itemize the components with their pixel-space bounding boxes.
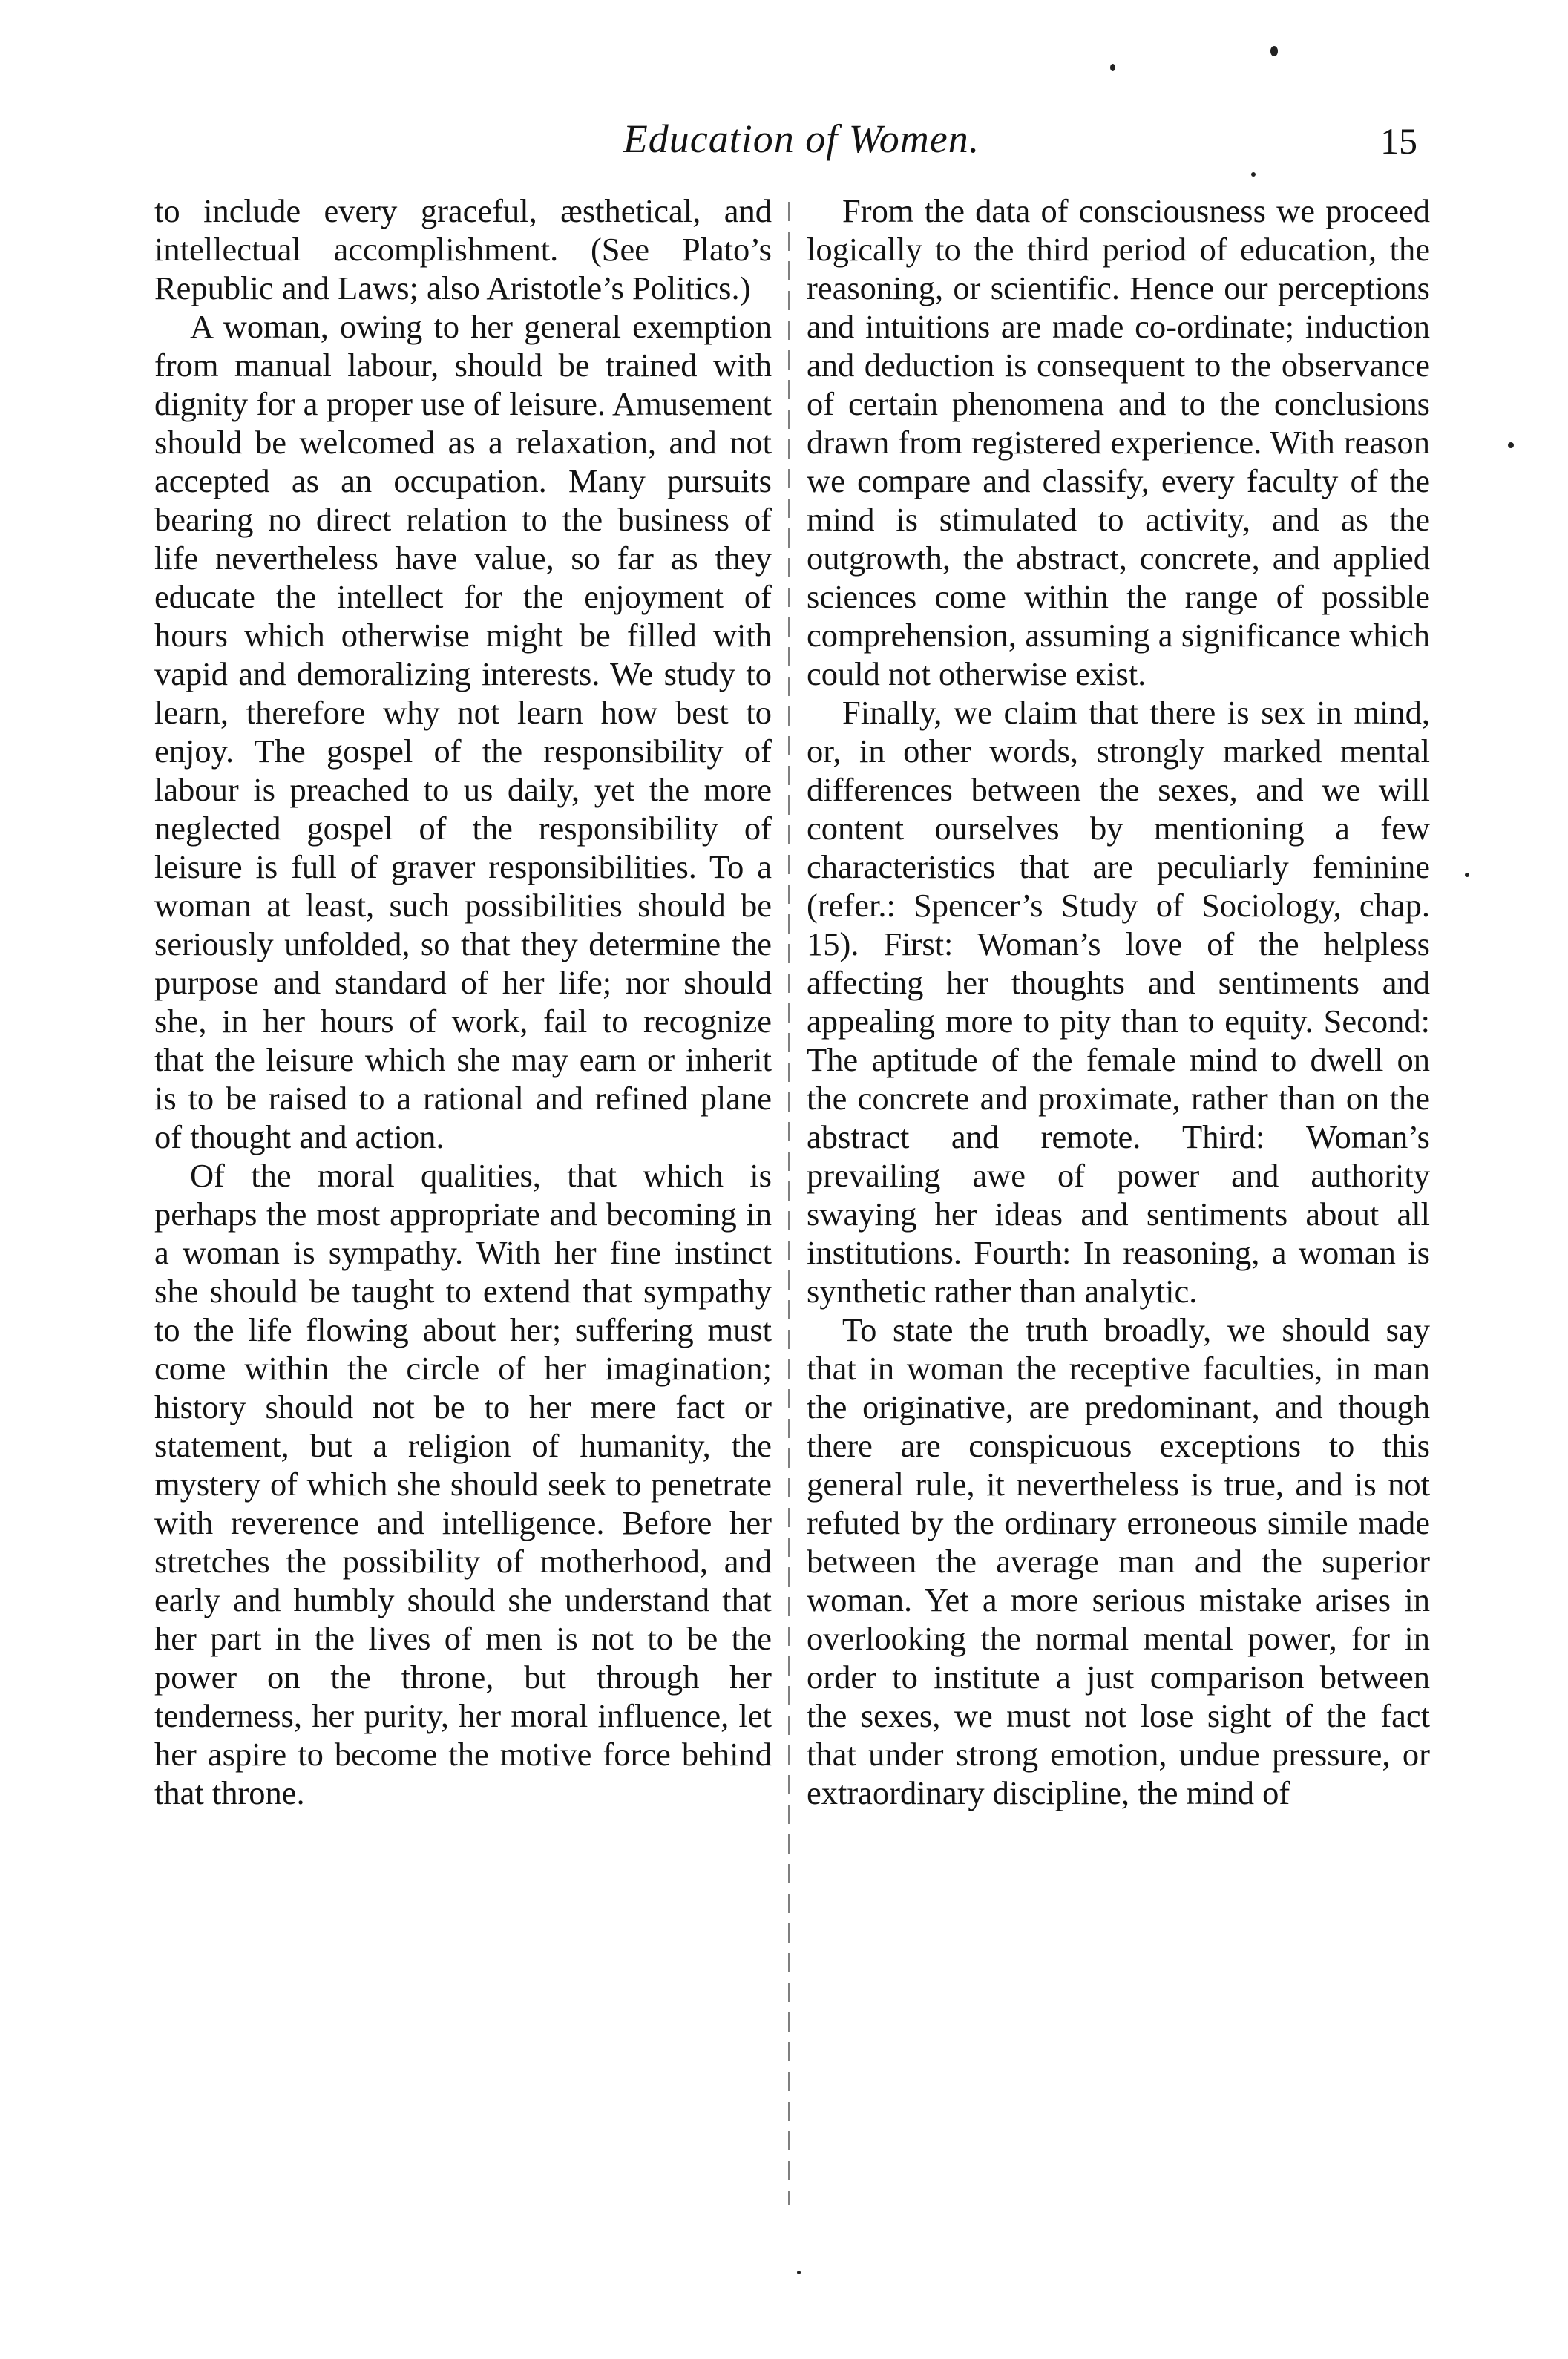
paragraph: Of the moral qualities, that which is perhaps the most appropriate and becoming in a woman is sympathy. With her fine instinct she should be taught to extend that sympathy to the life flowing about her; suffering must come within the circle of her imagination; history should not be to her mere fact or statement, but a religion of humanity, the mystery of which she should seek to penetrate with reverence and intelligence. Before her stretches the possibility of motherhood, and early and humbly should she understand that her part in the lives of men is not to be the power on the throne, but through her tenderness, her purity, her moral influence, let her aspire to become the motive force behind that throne.	[154, 1157, 772, 1811]
ink-speck	[797, 2271, 801, 2274]
ink-speck	[1508, 442, 1514, 448]
running-head	[0, 113, 1568, 165]
ink-speck	[1110, 64, 1115, 71]
paragraph: to include every graceful, æsthetical, and intellectual accomplishment. (See Plato’s Republic and Laws; also Aristotle’s Politics.)	[154, 192, 772, 306]
ink-speck	[1251, 172, 1256, 177]
paragraph: Finally, we claim that there is sex in mind, or, in other words, strongly marked mental differences between the sexes, and we will content ourselves by mentioning a few characteristics that are peculiarly feminine (refer.: Spencer’s Study of Sociology, chap. 15). First: Woman’s love of the helpless affecting her thoughts and sentiments and appealing more to pity than to equity. Second: The aptitude of the female mind to dwell on the concrete and proximate, rather than on the abstract and remote. Third: Woman’s prevailing awe of power and authority swaying her ideas and sentiments about all institutions. Fourth: In reasoning, a woman is synthetic rather than analytic.	[807, 694, 1430, 1310]
page-number: 15	[1380, 120, 1417, 162]
column-divider	[788, 202, 790, 2205]
paragraph: From the data of consciousness we proceed logically to the third period of education, the reasoning, or scientific. Hence our perceptions and intuitions are made co-ordinate; induction and deduction is consequent to the observance of certain phenomena and to the conclusions drawn from registered experience. With reason we compare and classify, every faculty of the mind is stimulated to activity, and as the outgrowth, the abstract, concrete, and applied sciences come within the range of possible comprehension, assuming a significance which could not otherwise exist.	[807, 192, 1430, 692]
paragraph: A woman, owing to her general exemption from manual labour, should be trained with dignity for a proper use of leisure. Amusement should be welcomed as a relaxation, and not accepted as an occupation. Many pursuits bearing no direct relation to the business of life nevertheless have value, so far as they educate the intellect for the enjoyment of hours which otherwise might be filled with vapid and demoralizing interests. We study to learn, therefore why not learn how best to enjoy. The gospel of the responsibility of labour is preached to us daily, yet the more neglected gospel of the responsibility of leisure is full of graver responsibilities. To a woman at least, such possibilities should be seriously unfolded, so that they determine the purpose and standard of her life; nor should she, in her hours of work, fail to recognize that the leisure which she may earn or inherit is to be raised to a rational and refined plane of thought and action.	[154, 308, 772, 1155]
ink-speck	[1465, 873, 1469, 877]
right-column	[807, 191, 1430, 1812]
left-column	[154, 191, 772, 1812]
ink-speck	[1270, 46, 1278, 56]
paragraph: To state the truth broadly, we should say that in woman the receptive faculties, in man the originative, are predominant, and though there are conspicuous exceptions to this general rule, it nevertheless is true, and is not refuted by the ordinary erroneous simile made between the average man and the superior woman. Yet a more serious mistake arises in overlooking the normal mental power, for in order to institute a just comparison between the sexes, we must not lose sight of the fact that under strong emotion, undue pressure, or extraordinary discipline, the mind of	[807, 1311, 1430, 1811]
running-title: Education of Women.	[623, 117, 980, 161]
